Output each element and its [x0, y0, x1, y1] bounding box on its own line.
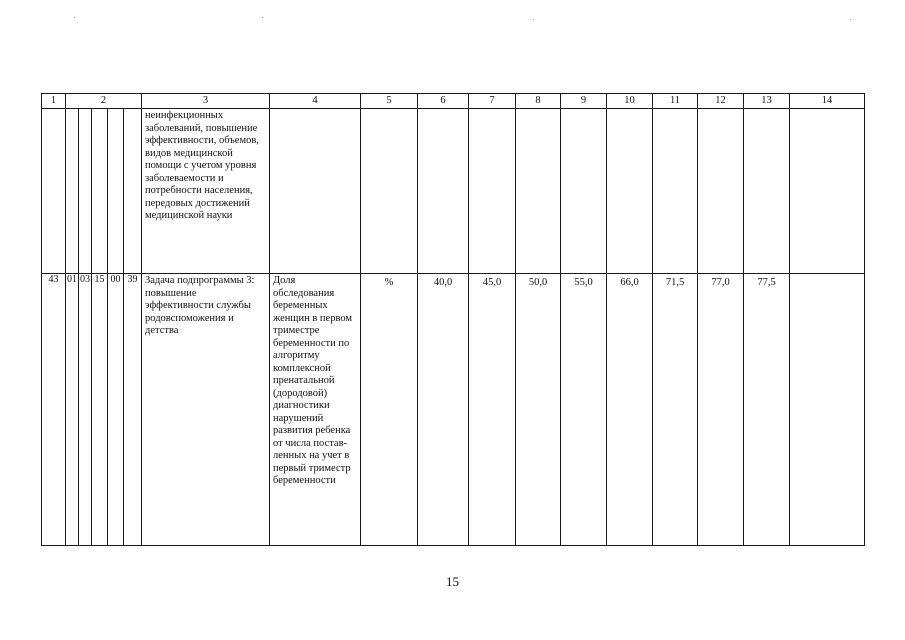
empty-cell [516, 109, 561, 274]
scan-speck [850, 19, 851, 20]
code-segment: 03 [79, 274, 92, 546]
code-segment: 00 [108, 274, 124, 546]
value-cell: 45,0 [469, 274, 516, 546]
col-header-8: 8 [516, 94, 561, 109]
empty-cell [79, 109, 92, 274]
empty-cell [92, 109, 108, 274]
empty-cell [744, 109, 790, 274]
code-segment: 39 [124, 274, 142, 546]
col-header-5: 5 [361, 94, 418, 109]
value-cell: 77,5 [744, 274, 790, 546]
code-segment: 01 [66, 274, 79, 546]
col-header-11: 11 [653, 94, 698, 109]
col-header-7: 7 [469, 94, 516, 109]
value-cell: 71,5 [653, 274, 698, 546]
empty-cell [42, 109, 66, 274]
col-header-13: 13 [744, 94, 790, 109]
empty-cell [469, 109, 516, 274]
col-header-14: 14 [790, 94, 865, 109]
col-header-4: 4 [270, 94, 361, 109]
value-cell: 66,0 [607, 274, 653, 546]
indicator-description: Доля обследования беременных женщин в первом триместре беременности по алгоритму комплексной пренатальной (дородовой) диагностики нарушений развития ребенка от числа постав-ленных на учет в первый триместр беременности [270, 274, 361, 546]
col-header-10: 10 [607, 94, 653, 109]
row-number: 43 [42, 274, 66, 546]
unit-cell: % [361, 274, 418, 546]
scan-speck [74, 17, 75, 18]
scan-speck [533, 19, 534, 20]
empty-cell [790, 274, 865, 546]
empty-cell [124, 109, 142, 274]
value-cell: 50,0 [516, 274, 561, 546]
empty-cell [66, 109, 79, 274]
empty-cell [561, 109, 607, 274]
table-row-continued [42, 109, 865, 274]
empty-cell [653, 109, 698, 274]
table-row-43 [42, 274, 865, 546]
code-segment: 15 [92, 274, 108, 546]
value-cell: 77,0 [698, 274, 744, 546]
empty-cell [270, 109, 361, 274]
value-cell: 40,0 [418, 274, 469, 546]
page-number: 15 [446, 574, 459, 589]
continued-description: неинфекционных заболеваний, повышение эффективности, объемов, видов медицинской помощи с учетом уровня заболеваемости и потребности населения, передовых достижений медицинской науки [142, 109, 270, 274]
empty-cell [698, 109, 744, 274]
empty-cell [361, 109, 418, 274]
col-header-6: 6 [418, 94, 469, 109]
empty-cell [418, 109, 469, 274]
col-header-3: 3 [142, 94, 270, 109]
scan-speck [262, 17, 263, 18]
col-header-9: 9 [561, 94, 607, 109]
col-header-2: 2 [66, 94, 142, 109]
empty-cell [108, 109, 124, 274]
header-row [42, 94, 865, 109]
col-header-1: 1 [42, 94, 66, 109]
col-header-12: 12 [698, 94, 744, 109]
empty-cell [607, 109, 653, 274]
value-cell: 55,0 [561, 274, 607, 546]
indicator-table [41, 93, 865, 546]
empty-cell [790, 109, 865, 274]
task-description: Задача подпрограммы 3: повышение эффективности службы родовспоможения и детства [142, 274, 270, 546]
